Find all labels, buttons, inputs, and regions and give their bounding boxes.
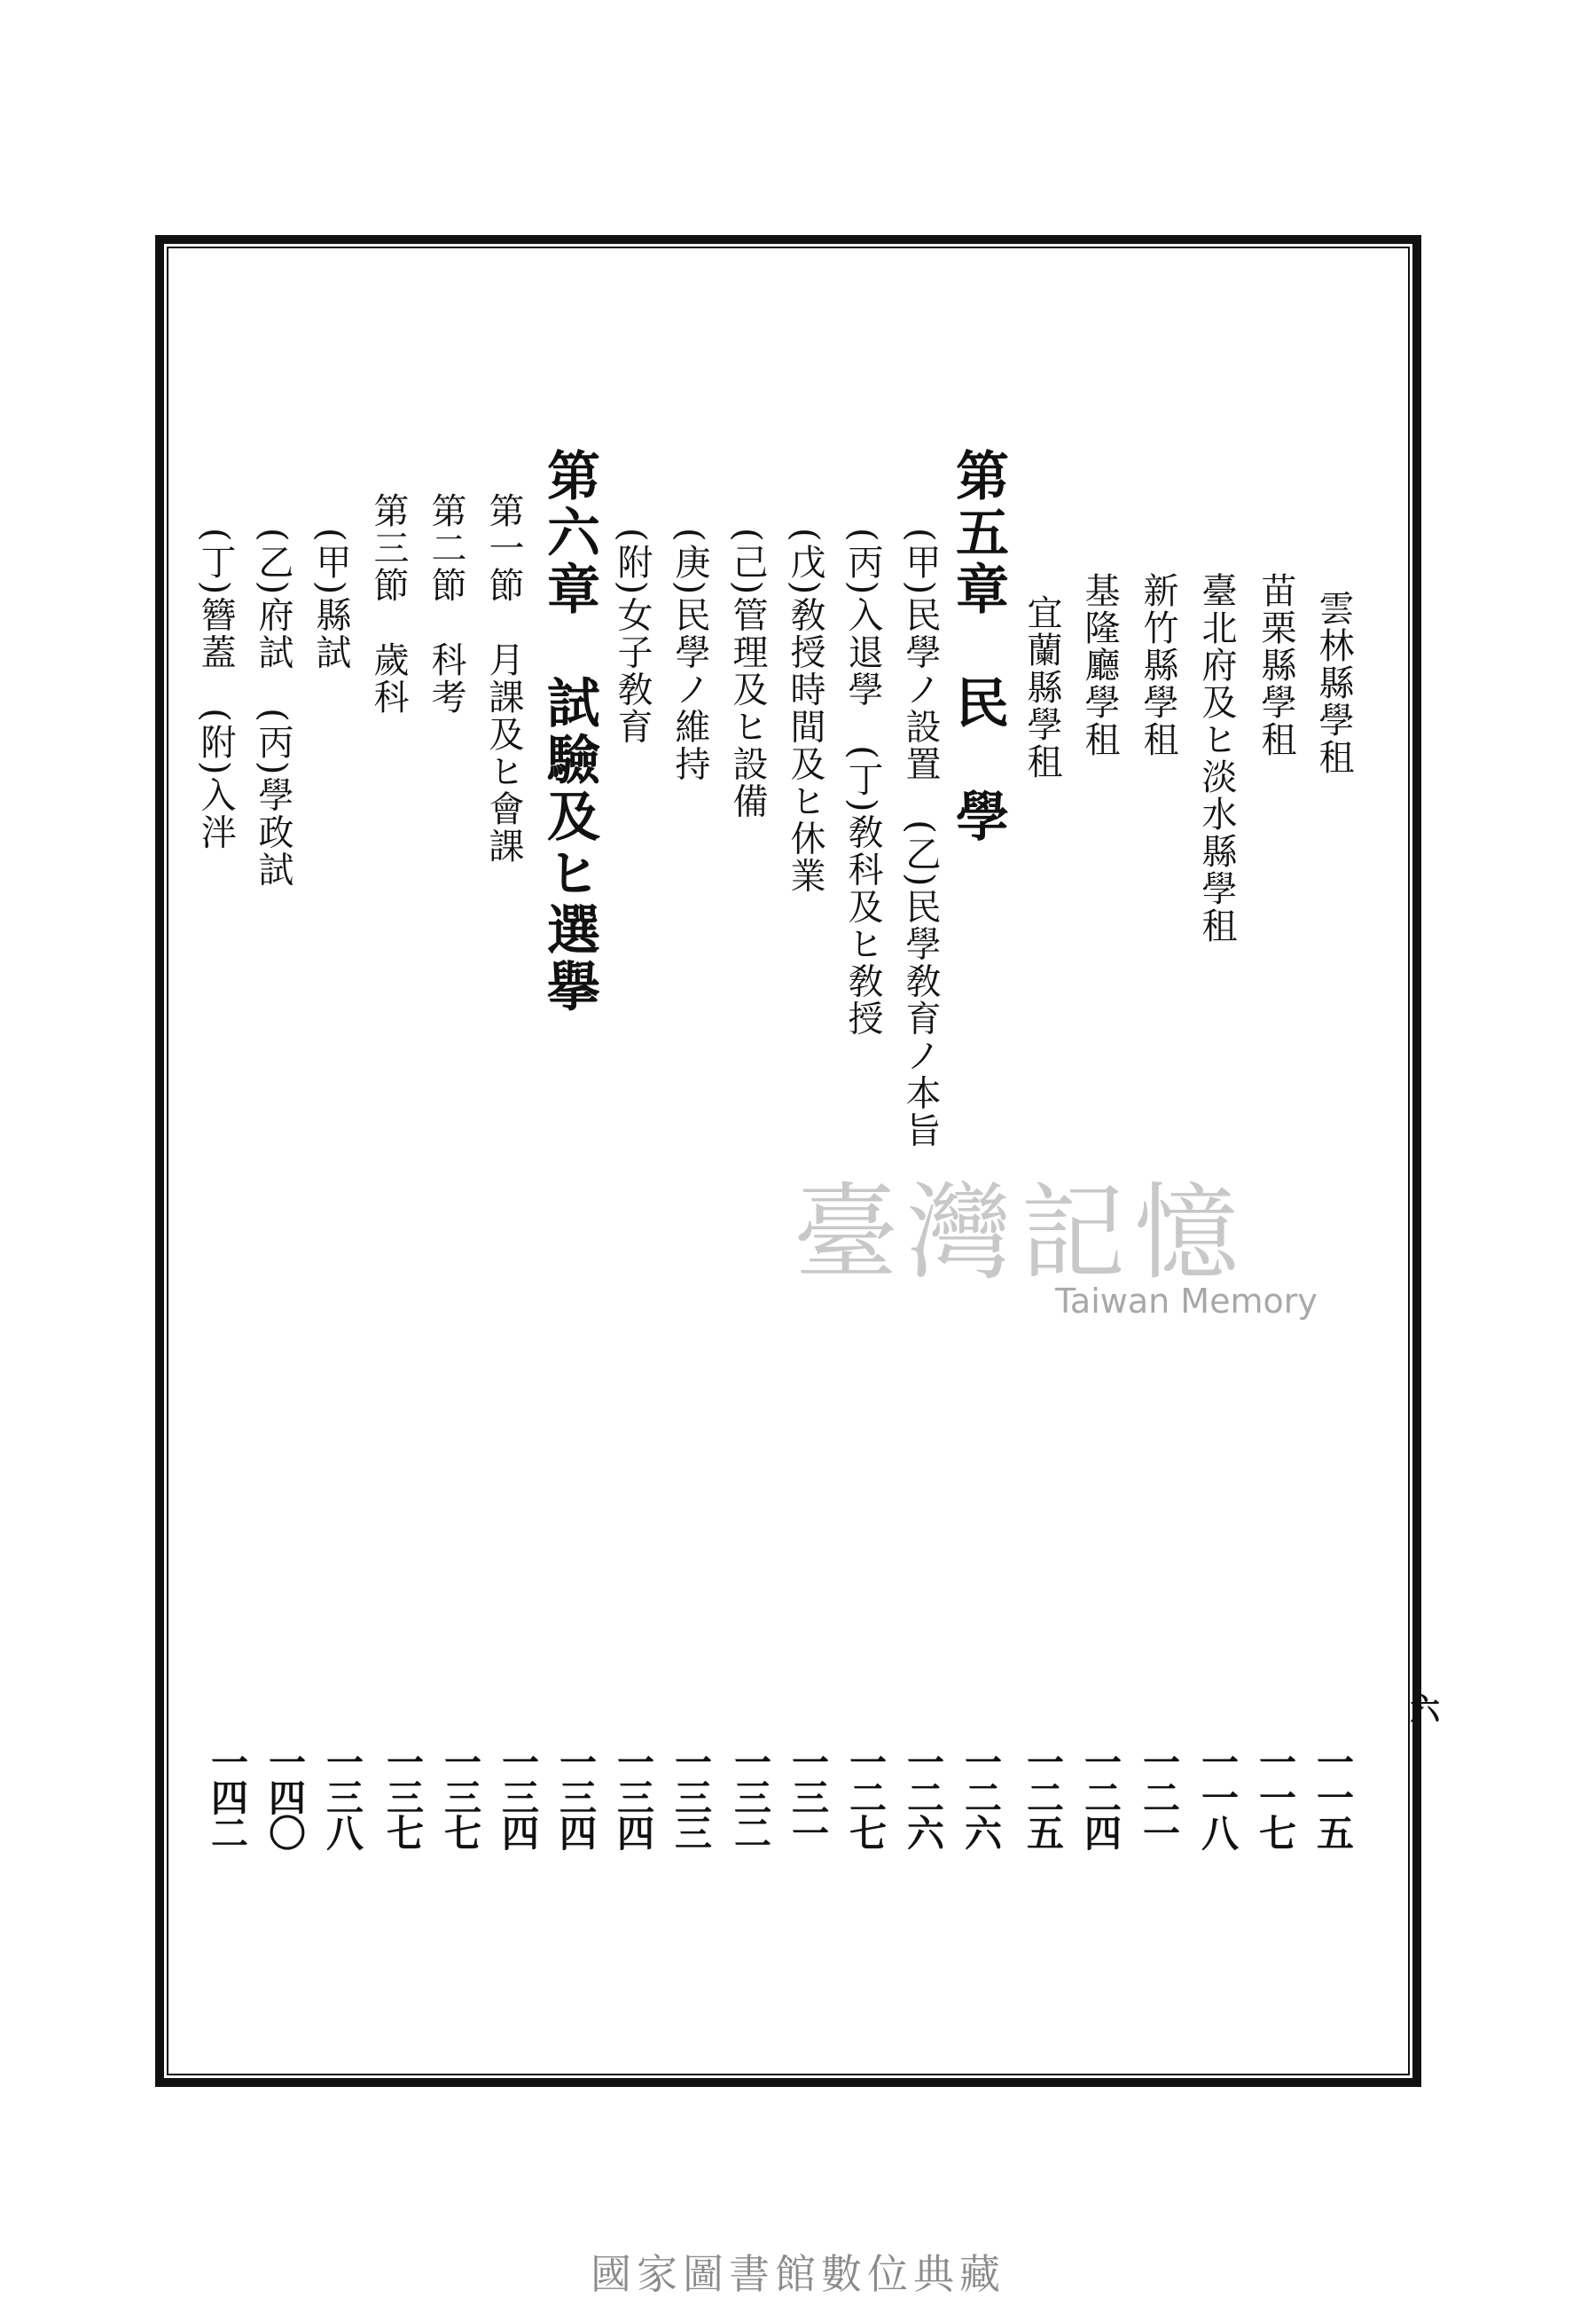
- watermark-english: Taiwan Memory: [1055, 1282, 1318, 1321]
- chapter-title: 第六章 試驗及ヒ選擧: [538, 448, 600, 1016]
- page-number: 一一五: [1311, 1743, 1355, 1849]
- page-number: 一一七: [1254, 1743, 1297, 1849]
- toc-entry: (甲)民學ノ設置 (乙)民學敎育ノ本旨: [900, 528, 941, 1149]
- page-number: 一一八: [1196, 1743, 1240, 1849]
- toc-entry: (乙)府試 (丙)學政試: [253, 528, 293, 889]
- section-title: 第二節 科考: [426, 492, 466, 716]
- page-number: 一三四: [497, 1743, 540, 1849]
- toc-entry: 新竹縣學租: [1138, 572, 1178, 758]
- toc-entry: 宜蘭縣學租: [1021, 594, 1062, 780]
- page-number: 一三三: [669, 1743, 713, 1849]
- toc-entry: (己)管理及ヒ設備: [727, 528, 768, 820]
- section-title: 第一節 月課及ヒ會課: [483, 492, 524, 865]
- page-number: 一二四: [1079, 1743, 1123, 1849]
- toc-entry: 基隆廳學租: [1079, 572, 1120, 758]
- section-title: 第三節 歲科: [368, 492, 409, 716]
- toc-entry: 臺北府及ヒ淡水縣學租: [1196, 572, 1237, 945]
- page-number: 一二一: [1138, 1743, 1181, 1849]
- page-number: 一三七: [439, 1743, 482, 1849]
- page-number: 一三四: [612, 1743, 655, 1849]
- chapter-title: 第五章 民 學: [947, 448, 1009, 845]
- toc-entry: (丙)入退學 (丁)敎科及ヒ敎授: [842, 528, 883, 1038]
- toc-entry: (庚)民學ノ維持: [669, 528, 710, 783]
- page-number: 一四〇: [263, 1743, 307, 1849]
- toc-entry: 苗栗縣學租: [1256, 572, 1296, 758]
- page-number: 一三八: [321, 1743, 364, 1849]
- toc-entry: (丁)簪蓋 (附)入泮: [195, 528, 236, 851]
- page-number: 一二六: [902, 1743, 945, 1849]
- toc-entry: 雲林縣學租: [1313, 590, 1354, 776]
- page-number: 一三七: [381, 1743, 425, 1849]
- page-number: 一三一: [786, 1743, 830, 1849]
- footer-credit: 國家圖書館數位典藏: [591, 2250, 1005, 2298]
- page-number: 一二七: [844, 1743, 888, 1849]
- page-number: 一三二: [729, 1743, 772, 1849]
- toc-entry: (附)女子敎育: [612, 528, 653, 746]
- watermark-chinese: 臺灣記憶: [794, 1172, 1248, 1294]
- folio-number: 六: [1410, 1692, 1440, 1728]
- page-number: 一二六: [959, 1743, 1003, 1849]
- page-number: 一二五: [1021, 1743, 1065, 1849]
- toc-entry: (甲)縣試: [310, 528, 351, 671]
- page-number: 一三四: [554, 1743, 598, 1849]
- page-number: 一四二: [206, 1743, 249, 1849]
- toc-entry: (戊)敎授時間及ヒ休業: [785, 528, 825, 895]
